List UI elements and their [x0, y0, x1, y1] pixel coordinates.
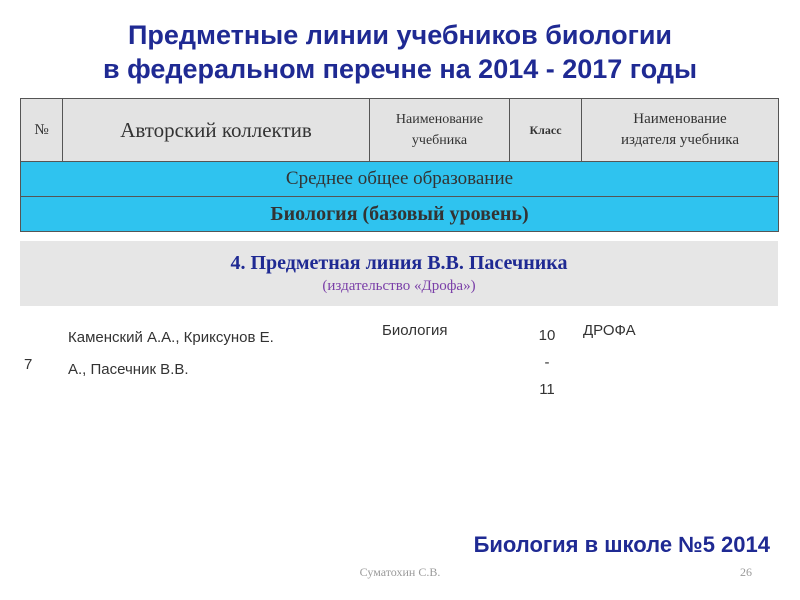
subject-row [21, 197, 779, 232]
slide-title-line1: Предметные линии учебников биологии [127, 20, 673, 50]
entry-number: 7 [24, 356, 33, 373]
slide-title [0, 18, 800, 86]
table-header-row [21, 99, 779, 162]
entry-grade-line3: 11 [539, 381, 555, 398]
slide-title-line2: в федеральном перечне на 2014 - 2017 годы [102, 54, 698, 84]
subject-line-publisher: (издательство «Дрофа») [322, 278, 476, 294]
education-level: Среднее общее образование [21, 162, 779, 197]
entry-publisher: ДРОФА [583, 322, 636, 339]
header-book [370, 99, 510, 162]
header-book-line2: учебника [411, 133, 468, 148]
subject-level: Биология (базовый уровень) [21, 197, 779, 232]
school-caption: Биология в школе №5 2014 [473, 532, 770, 557]
entry-authors-line2: А., Пасечник В.В. [68, 361, 189, 378]
education-level-row [21, 162, 779, 197]
textbook-table [20, 98, 779, 232]
header-publisher [582, 99, 779, 162]
entry-grade-line2: - [544, 354, 550, 371]
header-publisher-line2: издателя учебника [620, 132, 740, 148]
header-grade: Класс [510, 99, 582, 162]
header-publisher-line1: Наименование [633, 111, 727, 127]
entry-authors-line1: Каменский А.А., Криксунов Е. [68, 329, 274, 346]
entry-grade [524, 322, 570, 403]
page-number: 26 [740, 565, 752, 579]
header-num: № [21, 99, 63, 162]
header-authors: Авторский коллектив [63, 99, 370, 162]
entry-book: Биология [382, 322, 448, 339]
entry-grade-line1: 10 [538, 327, 556, 344]
entry-authors [68, 322, 368, 386]
subject-line-box [20, 241, 778, 306]
subject-line-title: 4. Предметная линия В.В. Пасечника [230, 252, 568, 274]
footer-author: Суматохин С.В. [359, 565, 441, 579]
header-book-line1: Наименование [395, 112, 484, 127]
